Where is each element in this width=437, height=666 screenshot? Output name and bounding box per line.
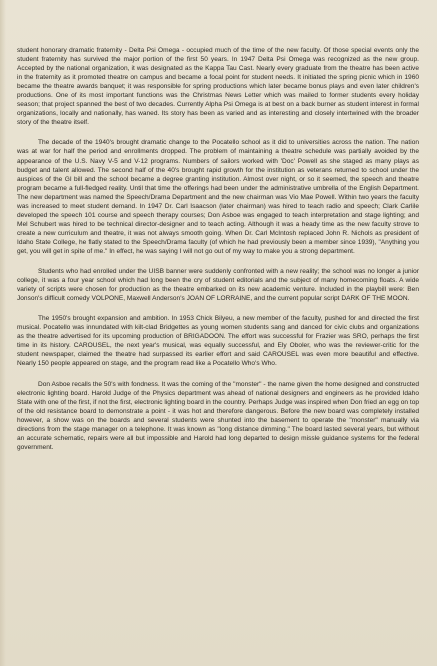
paragraph-monster-lighting-board: Don Asboe recalls the 50's with fondness. It was the coming of the "monster" - the name given the home designed and constructed electronic lighting board. Harold Judge of the Physics department was ahead of national designers and engineers as he provided Idaho State with one of the first, if not the first, electronic lighting board in the country. Perhaps Judge was inspired when Don fried an egg on top of the old resistance board to demonstrate a point - it was hot and therefore dangerous. Before the new board was completely installed however, a show was on the boards and several students were shunted into the basement to operate the "monster" manually via directions from the stage manager on a telephone. It was known as "long distance dimming." The board lasted several years, but without an accurate schematic, repairs were all but impossible and Harold had long departed to design missle guidance systems for the federal government.: [17, 380, 419, 451]
paragraph-1950s-expansion: The 1950's brought expansion and ambition. In 1953 Chick Bilyeu, a new member of the faculty, pushed for and directed the first musical. Pocatello was innundated with kilt-clad Bridgettes as young women students sang and danced for civic clubs and organizations as the theatre advertised for its upcoming production of BRIGADOON. The effort was successful for Frazier was SRO, perhaps the first time in its history. CAROUSEL, the next year's musical, was equally successful, and Ely Oboler, who was the reviewer-critic for the student newspaper, claimed the theatre had surpassed its earlier effort and said CAROUSEL was even more beautiful and effective. Nearly 150 people appeared on stage, and the program read like a Pocatello Who's Who.: [17, 315, 419, 368]
paragraph-uisb-students: Students who had enrolled under the UISB banner were suddenly confronted with a new reality; the school was no longer a junior college, it was a four year school which had long been the cry of student editorials and the subject of many homecoming floats. A wide variety of scripts were chosen for production as the theatre embarked on its new academic venture. Included in the playbill were: Ben Jonson's difficult comedy VOLPONE, Maxwell Anderson's JOAN OF LORRAINE, and the current popular script DARK OF THE MOON.: [17, 268, 419, 303]
paragraph-delta-psi-omega: student honorary dramatic fraternity - Delta Psi Omega - occupied much of the time of the new faculty. Of those special events only the student fraternity has survived the major portion of the first 50 years. In 1947 Delta Psi Omega was recognized as the new group. Accepted by the national organization, it was designated as the Kappa Tau Cast. Nearly every graduate from the theatre has been active in the fraternity as it promoted theatre on campus and became a focal point for student needs. It initiated the spring picnic which in 1960 became the theatre awards banquet; it was responsible for spring productions which later became bonus plays and even later children's productions. One of its most important functions was the Christmas News Letter which was mailed to former students every holiday season; that project spanned the best of two decades. Currently Alpha Psi Omega is at best on a back burner as student interest in formal organizations, locally and nationally, has waned. Its story has been as varied and as interesting and closely intertwined with the broader story of the theatre itself.: [17, 47, 419, 127]
paragraph-1940s-decade: The decade of the 1940's brought dramatic change to the Pocatello school as it did to universities across the nation. The nation was at war for half the period and enrollments dropped. The problem of maintaining a theatre schedule was partially avoided by the appearance of the U.S. Navy V-5 and V-12 programs. Numbers of sailors worked with 'Doc' Powell as she staged as many plays as budget and talent allowed. The second half of the 40's brought rapid growth for the institution as veterans returned to school under the auspices of the GI bill and the school became a degree granting institution. Almost over night, or so it seemed, the speech and theatre program became a full-fledged reality. Until that time the offerings had been under the administrative umbrella of the English Department. The new department was named the Speech/Drama Department and the new chairman was Vio Mae Powell. Within two years the faculty was increased to meet student demand. In 1947 Dr. Carl Isaacson (later chairman) was hired to teach radio and speech; Clark Carlile developed the speech 101 course and speech therapy courses; Don Asboe was engaged to teach interpretation and stage lighting; and Mel Schubert was hired to be technical director-designer and to teach acting. Although it was a heady time as the new faculty strove to create a new curriculum and theatre, it was not always smooth going. When Dr. Carl McIntosh replaced John R. Nichols as president of Idaho State College, he flatly stated to the Speech/Drama faculty (of which he had previously been a member since 1939), "Anything you get, you will get in spite of me." In effect, he was saying I will not go out of my way to make you a strong department.: [17, 139, 419, 255]
